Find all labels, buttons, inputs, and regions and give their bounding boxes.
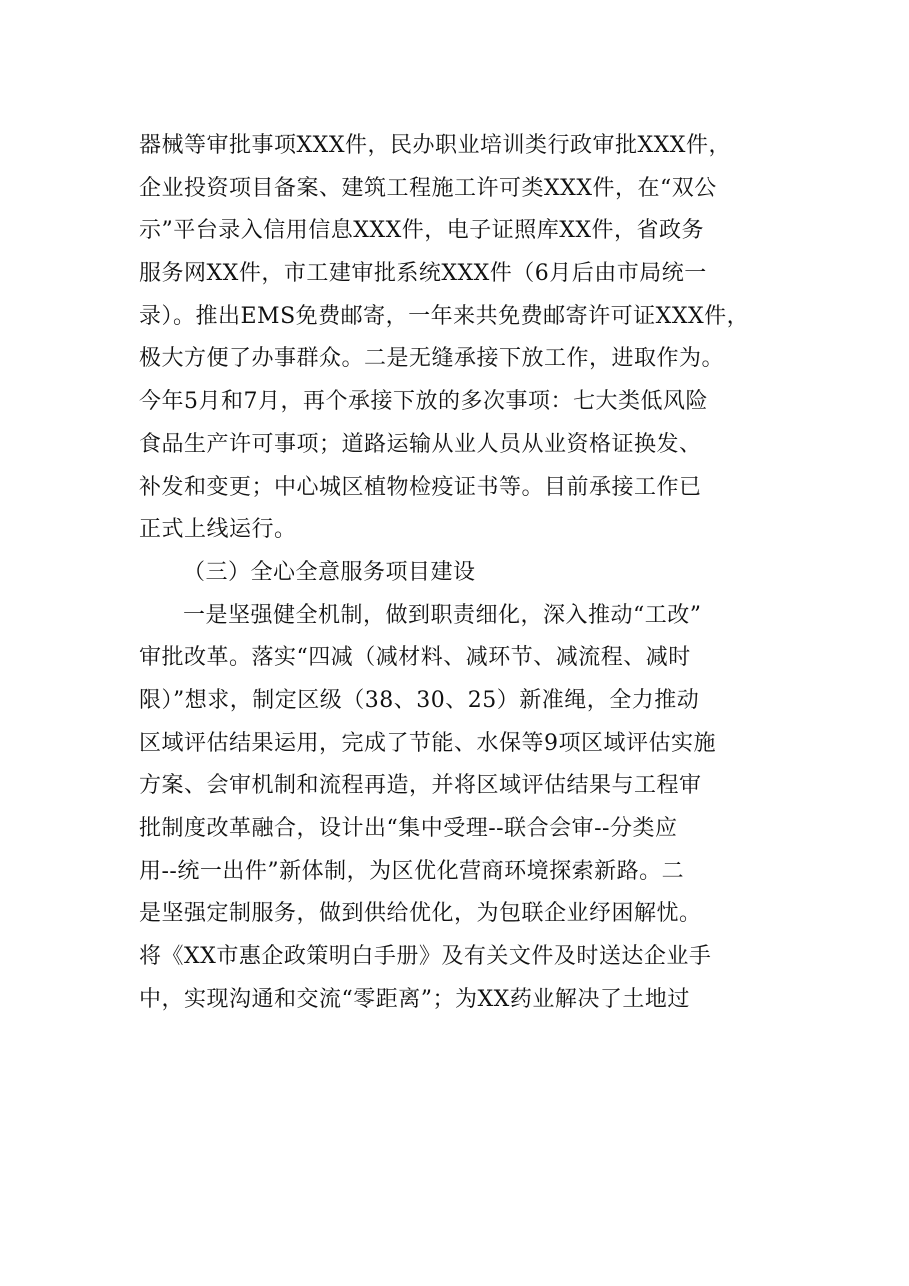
paragraph-line: 企业投资项目备案、建筑工程施工许可类XXX件，在“双公 <box>139 175 717 201</box>
paragraph-line: 方案、会审机制和流程再造，并将区域评估结果与工程审 <box>139 773 702 799</box>
paragraph-line: 是坚强定制服务，做到供给优化，为包联企业纾困解忧。 <box>139 901 702 927</box>
body-text <box>139 125 799 1021</box>
section-heading: （三）全心全意服务项目建设 <box>183 559 476 585</box>
paragraph-line: 用--统一出件”新体制，为区优化营商环境探索新路。二 <box>139 858 685 884</box>
paragraph-line: 补发和变更；中心城区植物检疫证书等。目前承接工作已 <box>139 474 702 500</box>
paragraph-line: 极大方便了办事群众。二是无缝承接下放工作，进取作为。 <box>139 346 725 372</box>
paragraph-line: 审批改革。落实“四减（减材料、减环节、减流程、减时 <box>139 645 691 671</box>
paragraph-line: 将《XX市惠企政策明白手册》及有关文件及时送达企业手 <box>139 944 712 970</box>
paragraph-line: 今年5月和7月，再个承接下放的多次事项：七大类低风险 <box>139 389 708 415</box>
paragraph-first-line: 一是坚强健全机制，做到职责细化，深入推动“工改” <box>183 602 702 628</box>
paragraph-line: 中，实现沟通和交流“零距离”；为XX药业解决了土地过 <box>139 986 690 1012</box>
paragraph-line: 正式上线运行。 <box>139 517 297 543</box>
paragraph-line: 批制度改革融合，设计出“集中受理--联合会审--分类应 <box>139 816 678 841</box>
paragraph-line: 服务网XX件，市工建审批系统XXX件（6月后由市局统一 <box>139 261 707 287</box>
paragraph-line: 食品生产许可事项；道路运输从业人员从业资格证换发、 <box>139 431 702 457</box>
paragraph-line: 限）”想求，制定区级（38、30、25）新准绳，全力推动 <box>139 687 700 713</box>
paragraph-line: 器械等审批事项XXX件，民办职业培训类行政审批XXX件， <box>139 133 731 158</box>
paragraph-line: 示”平台录入信用信息XXX件，电子证照库XX件，省政务 <box>139 218 705 244</box>
paragraph-line: 录）。推出EMS免费邮寄，一年来共免费邮寄许可证XXX件， <box>139 303 750 329</box>
paragraph-line: 区域评估结果运用，完成了节能、水保等9项区域评估实施 <box>139 730 716 756</box>
